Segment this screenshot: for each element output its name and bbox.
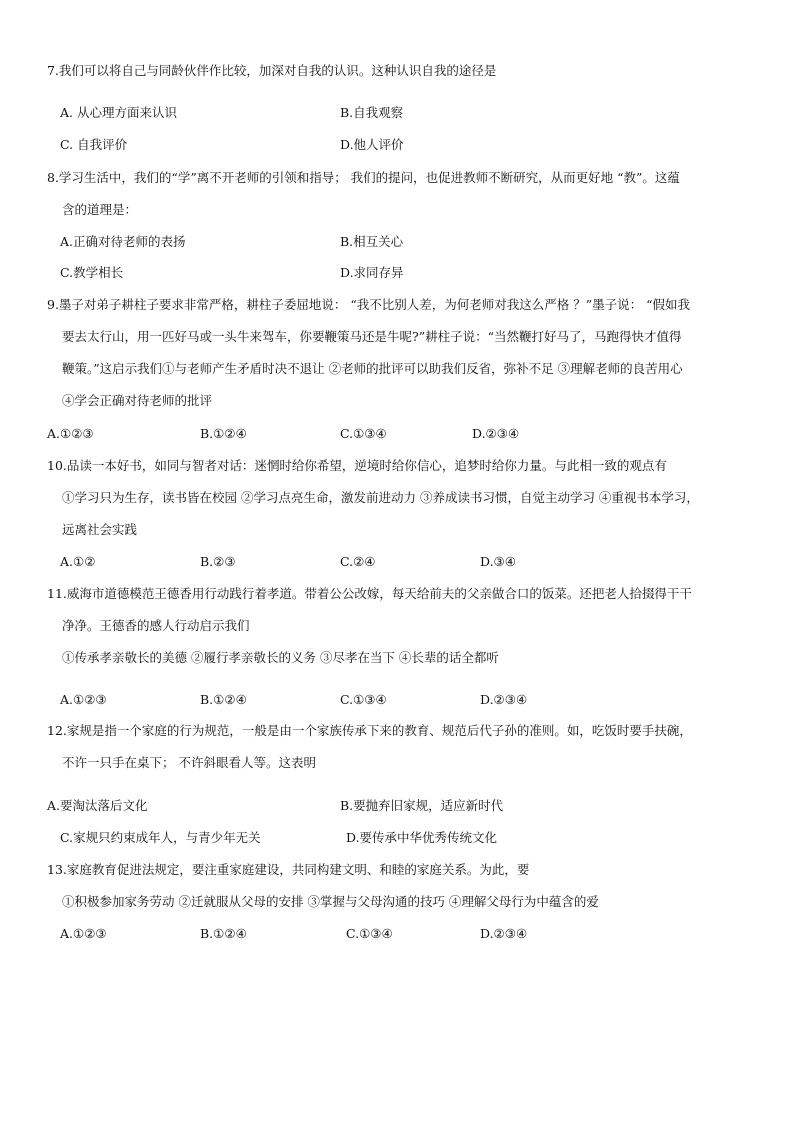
q9-option-c: C.①③④ [340,426,387,441]
q13-stem-line-2: ①积极参加家务劳动 ②迁就服从父母的安排 ③掌握与父母沟通的技巧 ④理解父母行为中蕴含的爱 [62,894,599,909]
q10-option-d: D.③④ [480,554,516,569]
q11-option-b: B.①②④ [200,692,247,707]
q10-option-c: C.②④ [340,554,376,569]
q10-stem-line-2: ①学习只为生存，读书皆在校园 ②学习点亮生命，激发前进动力 ③养成读书习惯，自觉主动学习 ④重视书本学习， [62,490,699,505]
q9-stem-line-2: 要去太行山，用一匹好马或一头牛来驾车，你要鞭策马还是牛呢?”耕柱子说：“当然鞭打好马了，马跑得快才值得 [62,329,682,344]
q8-option-a: A.正确对待老师的表扬 [60,234,186,249]
q7-option-d: D.他人评价 [340,137,404,152]
q8-option-d: D.求同存异 [340,265,404,280]
q9-stem-line-3: 鞭策。”这启示我们①与老师产生矛盾时决不退让 ②老师的批评可以助我们反省，弥补不足 ③理解老师的良苦用心 [62,361,683,376]
q13-stem-line-1: 13.家庭教育促进法规定，要注重家庭建设，共同构建文明、和睦的家庭关系。为此，要 [47,862,530,877]
q7-option-c: C. 自我评价 [60,137,128,152]
q12-option-a: A.要淘汰落后文化 [47,798,148,813]
q13-option-a: A.①②③ [60,926,107,941]
q10-option-a: A.①② [60,554,96,569]
q8-stem-line-1: 8.学习生活中，我们的“学”离不开老师的引领和指导； 我们的提问，也促进教师不断研究，从而更好地 “教”。这蕴 [47,170,680,185]
q10-option-b: B.②③ [200,554,236,569]
q11-stem-line-2: 净净。王德香的感人行动启示我们 [62,618,250,633]
q13-option-c: C.①③④ [346,926,393,941]
q8-option-b: B.相互关心 [340,234,404,249]
q11-option-a: A.①②③ [60,692,107,707]
q11-option-d: D.②③④ [480,692,528,707]
q10-stem-line-1: 10.品读一本好书，如同与智者对话：迷惘时给你希望，逆境时给你信心，追梦时给你力量。与此相一致的观点有 [47,458,667,473]
q9-option-b: B.①②④ [200,426,247,441]
q12-stem-line-1: 12.家规是指一个家庭的行为规范，一般是由一个家族传承下来的教育、规范后代子孙的准则。如，吃饭时要手扶碗， [47,723,692,738]
q9-option-a: A.①②③ [47,426,94,441]
q8-stem-line-2: 含的道理是： [62,202,138,217]
q8-option-c: C.教学相长 [60,265,124,280]
q11-option-c: C.①③④ [340,692,387,707]
q7-option-b: B.自我观察 [340,105,404,120]
q7-stem-line-1: 7.我们可以将自己与同龄伙伴作比较，加深对自我的认识。这种认识自我的途径是 [47,63,497,78]
q13-option-b: B.①②④ [200,926,247,941]
q11-stem-line-1: 11.威海市道德模范王德香用行动践行着孝道。带着公公改嫁，每天给前夫的父亲做合口的饭菜。还把老人拾掇得干干 [47,586,692,601]
q9-stem-line-1: 9.墨子对弟子耕柱子要求非常严格，耕柱子委屈地说： “我不比别人差，为何老师对我这么严格 ？”墨子说： “假如我 [47,297,691,312]
q12-option-b: B.要抛弃旧家规，适应新时代 [340,798,504,813]
q12-stem-line-2: 不许一只手在桌下； 不许斜眼看人等。这表明 [62,755,316,770]
q9-stem-line-4: ④学会正确对待老师的批评 [62,393,213,408]
q7-option-a: A. 从心理方面来认识 [60,105,177,120]
q12-option-d: D.要传承中华优秀传统文化 [346,830,498,845]
q12-option-c: C.家规只约束成年人，与青少年无关 [60,830,261,845]
q10-stem-line-3: 远离社会实践 [62,522,138,537]
q9-option-d: D.②③④ [472,426,520,441]
q11-stem-line-3: ①传承孝亲敬长的美德 ②履行孝亲敬长的义务 ③尽孝在当下 ④长辈的话全都听 [62,650,499,665]
q13-option-d: D.②③④ [480,926,528,941]
